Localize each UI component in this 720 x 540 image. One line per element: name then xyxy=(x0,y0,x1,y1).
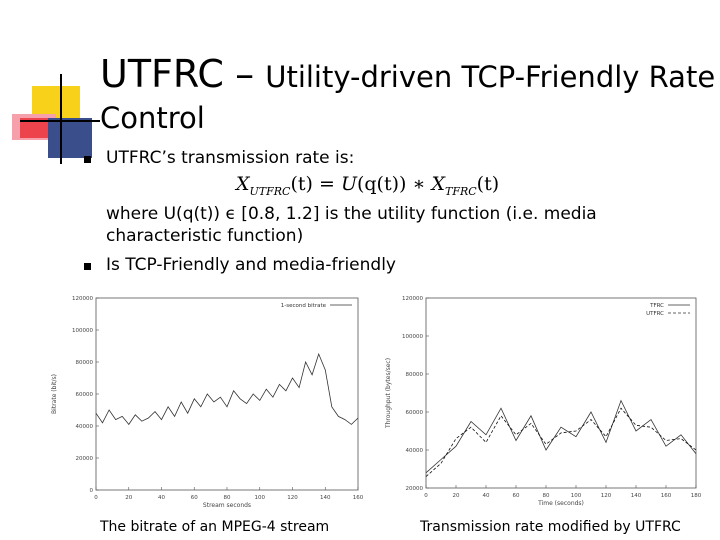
x-axis-label: Time (seconds) xyxy=(538,500,584,507)
y-axis-label: Throughput (bytes/sec) xyxy=(385,357,392,429)
y-tick-label: 120000 xyxy=(402,296,423,302)
bullet-marker-2 xyxy=(84,263,91,270)
y-tick-label: 60000 xyxy=(405,410,423,416)
bullet-text-2: Is TCP-Friendly and media-friendly xyxy=(106,255,396,275)
x-tick-label: 120 xyxy=(287,495,298,501)
y-axis-label: Bitrate (bit/s) xyxy=(51,374,58,414)
formula-u-arg: (q(t)) xyxy=(356,173,407,195)
legend-label: 1-second bitrate xyxy=(280,303,326,309)
title-dash: – xyxy=(235,52,255,96)
throughput-chart xyxy=(382,292,708,514)
chart-caption-1: The bitrate of an MPEG-4 stream xyxy=(100,519,330,535)
formula-rhs-sub: TFRC xyxy=(444,184,477,198)
series-line-2 xyxy=(426,408,696,476)
y-tick-label: 120000 xyxy=(72,296,93,302)
formula-u: U xyxy=(340,173,357,195)
y-tick-label: 80000 xyxy=(405,372,423,378)
bullet-marker-1 xyxy=(84,156,91,163)
y-tick-label: 40000 xyxy=(405,448,423,454)
y-tick-label: 40000 xyxy=(75,424,93,430)
x-tick-label: 120 xyxy=(600,493,612,499)
x-tick-label: 160 xyxy=(660,493,672,499)
y-tick-label: 0 xyxy=(89,488,93,494)
x-tick-label: 20 xyxy=(452,493,460,499)
formula-lhs-arg: (t) xyxy=(290,173,313,195)
chart-caption-2: Transmission rate modified by UTFRC xyxy=(420,519,681,535)
y-tick-label: 80000 xyxy=(75,360,93,366)
bullet-text-1: UTFRC’s transmission rate is: xyxy=(106,148,355,168)
x-tick-label: 80 xyxy=(542,493,550,499)
slide-title xyxy=(100,52,715,99)
x-tick-label: 100 xyxy=(570,493,582,499)
x-tick-label: 160 xyxy=(352,495,364,501)
plot-frame xyxy=(96,298,358,490)
rate-formula xyxy=(236,173,499,198)
formula-eq: = xyxy=(319,173,335,195)
legend-label: UTFRC xyxy=(646,311,664,317)
formula-lhs-var: X xyxy=(236,173,250,195)
x-tick-label: 140 xyxy=(320,495,331,501)
decor-blue-square xyxy=(48,118,92,158)
decor-vertical-line xyxy=(60,74,62,164)
series-line-1 xyxy=(96,354,358,424)
x-tick-label: 0 xyxy=(94,495,98,501)
y-tick-label: 20000 xyxy=(75,456,93,462)
x-tick-label: 180 xyxy=(690,493,702,499)
bitrate-chart xyxy=(50,290,370,512)
plot-frame xyxy=(426,298,696,488)
formula-op: ∗ xyxy=(412,173,426,195)
explanation-line-1: where U(q(t)) ϵ [0.8, 1.2] is the utility function (i.e. media xyxy=(106,204,597,224)
explanation-line-2: characteristic function) xyxy=(106,226,304,246)
formula-rhs-arg: (t) xyxy=(476,173,500,195)
title-acronym: UTFRC xyxy=(100,52,224,96)
x-tick-label: 20 xyxy=(125,495,133,501)
x-tick-label: 0 xyxy=(424,493,428,499)
y-tick-label: 60000 xyxy=(75,392,93,398)
x-tick-label: 80 xyxy=(223,495,231,501)
y-tick-label: 20000 xyxy=(405,486,423,492)
slide-title-line2: Control xyxy=(100,101,205,135)
formula-rhs-var: X xyxy=(431,173,445,195)
y-tick-label: 100000 xyxy=(72,328,93,334)
title-rest: Utility-driven TCP-Friendly Rate xyxy=(265,60,716,94)
series-line-1 xyxy=(426,401,696,473)
y-tick-label: 100000 xyxy=(402,334,423,340)
x-tick-label: 100 xyxy=(254,495,265,501)
decor-horizontal-line xyxy=(20,120,100,122)
x-tick-label: 40 xyxy=(482,493,490,499)
x-axis-label: Stream seconds xyxy=(202,502,252,509)
formula-lhs-sub: UTFRC xyxy=(249,184,291,198)
x-tick-label: 60 xyxy=(190,495,198,501)
legend-label: TFRC xyxy=(650,303,664,309)
x-tick-label: 140 xyxy=(630,493,642,499)
x-tick-label: 40 xyxy=(158,495,165,501)
x-tick-label: 60 xyxy=(512,493,520,499)
